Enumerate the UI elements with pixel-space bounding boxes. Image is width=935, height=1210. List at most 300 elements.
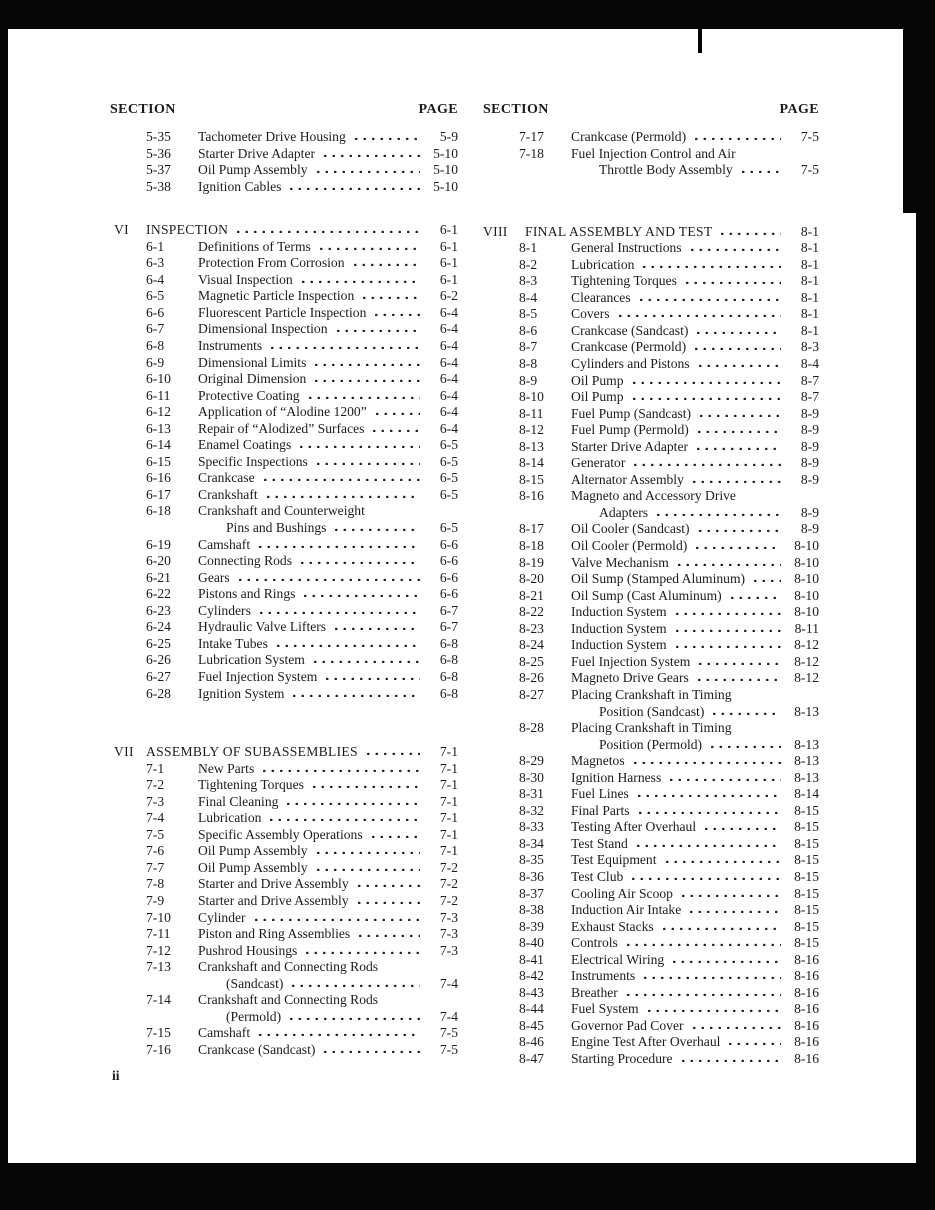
toc-entry-page: 6-4 — [439, 371, 458, 387]
scan-border-right-step — [903, 0, 935, 213]
toc-entry-page: 8-10 — [794, 571, 819, 587]
toc-entry-page: 6-5 — [439, 470, 458, 486]
toc-entry — [483, 146, 819, 163]
dot-leader — [282, 801, 420, 805]
toc-entry — [110, 603, 458, 620]
dot-leader — [629, 462, 781, 466]
toc-entry-number: 8-42 — [519, 968, 544, 984]
toc-entry-title: Final Cleaning — [198, 793, 279, 809]
toc-entry-page: 8-15 — [794, 935, 819, 951]
toc-entry-page: 8-16 — [794, 984, 819, 1000]
toc-entry — [483, 919, 819, 936]
toc-entry-title: General Instructions — [571, 240, 682, 256]
toc-entry-number: 5-36 — [146, 145, 171, 161]
toc-entry — [483, 356, 819, 373]
toc-entry-page: 8-11 — [794, 620, 819, 636]
toc-entry-number: 7-18 — [519, 145, 544, 161]
toc-entry-page: 6-6 — [439, 569, 458, 585]
dot-leader — [643, 1008, 781, 1012]
toc-entry-number: 6-16 — [146, 470, 171, 486]
toc-entry — [483, 555, 819, 572]
toc-entry-title: Definitions of Terms — [198, 238, 311, 254]
toc-entry-number: 8-24 — [519, 637, 544, 653]
toc-entry-number: 8-32 — [519, 802, 544, 818]
toc-entry — [110, 321, 458, 338]
toc-entry-number: 6-15 — [146, 453, 171, 469]
toc-entry-page: 7-1 — [439, 826, 458, 842]
toc-entry-number: 7-16 — [146, 1041, 171, 1057]
toc-entry-title: Final Parts — [571, 802, 630, 818]
toc-entry-number: 7-5 — [146, 826, 165, 842]
toc-entry-number: 7-1 — [146, 760, 165, 776]
toc-entry-page: 6-7 — [439, 602, 458, 618]
toc-entry — [110, 686, 458, 703]
toc-entry-number: 8-10 — [519, 389, 544, 405]
toc-entry-number: 7-12 — [146, 942, 171, 958]
toc-entry-number: 7-17 — [519, 129, 544, 144]
toc-entry-page: 8-15 — [794, 819, 819, 835]
toc-entry — [110, 943, 458, 960]
toc-entry-title: Lubrication System — [198, 652, 305, 668]
toc-entry-page: 8-9 — [800, 471, 819, 487]
toc-entry-title: Fuel Lines — [571, 786, 629, 802]
toc-entry — [483, 323, 819, 340]
toc-entry-number: 5-38 — [146, 178, 171, 194]
toc-entry-number: 8-47 — [519, 1050, 544, 1066]
toc-entry-number: 5-35 — [146, 129, 171, 144]
toc-entry — [110, 669, 458, 686]
dot-leader — [700, 826, 781, 830]
toc-entry-number: 7-6 — [146, 843, 165, 859]
dot-leader — [287, 983, 420, 987]
toc-entry-number: 8-23 — [519, 620, 544, 636]
toc-entry — [483, 786, 819, 803]
toc-entry-page: 7-3 — [439, 926, 458, 942]
toc-entry — [483, 952, 819, 969]
toc-entry-title: Oil Pump Assembly — [198, 859, 308, 875]
toc-entry — [110, 371, 458, 388]
toc-entry-title: Controls — [571, 935, 618, 951]
toc-entry-title: Governor Pad Cover — [571, 1017, 684, 1033]
toc-entry-title: Starter and Drive Assembly — [198, 892, 349, 908]
toc-entry-number: 8-38 — [519, 902, 544, 918]
toc-entry — [483, 836, 819, 853]
toc-entry-title: Starting Procedure — [571, 1050, 673, 1066]
toc-entry-page: 6-1 — [439, 271, 458, 287]
dot-leader — [319, 153, 420, 157]
toc-entry-title: Alternator Assembly — [571, 471, 684, 487]
toc-column — [483, 100, 819, 1068]
toc-entry-title: Breather — [571, 984, 618, 1000]
toc-entry — [483, 439, 819, 456]
toc-entry-title: Fuel Injection Control and Air — [571, 145, 736, 161]
page-number: ii — [112, 1068, 120, 1083]
toc-entry — [110, 876, 458, 893]
dot-leader — [673, 562, 781, 566]
toc-entry-title: Crankshaft and Counterweight — [198, 503, 365, 519]
toc-entry — [483, 129, 819, 146]
toc-entry-title: Starter Drive Adapter — [571, 438, 689, 454]
section-numeral: VII — [114, 744, 134, 760]
toc-entry-number: 6-18 — [146, 503, 171, 519]
toc-entry — [483, 240, 819, 257]
toc-entry-title: Crankshaft — [198, 486, 258, 502]
toc-entry — [483, 737, 819, 754]
toc-entry-number: 7-14 — [146, 992, 171, 1008]
toc-entry-number: 8-2 — [519, 256, 538, 272]
toc-entry-title: Crankcase (Permold) — [571, 339, 687, 355]
toc-entry-title: Protective Coating — [198, 387, 300, 403]
dot-leader — [671, 628, 781, 632]
toc-entry — [483, 290, 819, 307]
toc-entry — [483, 505, 819, 522]
toc-entry-title: Test Equipment — [571, 852, 657, 868]
toc-entry-page: 7-2 — [439, 876, 458, 892]
toc-entry-page: 6-1 — [439, 255, 458, 271]
toc-entry-page: 8-13 — [794, 769, 819, 785]
toc-entry-page: 8-7 — [800, 372, 819, 388]
toc-entry — [483, 571, 819, 588]
toc-entry-title: Oil Cooler (Sandcast) — [571, 521, 690, 537]
toc-entry — [110, 636, 458, 653]
toc-entry-title: Magnetos — [571, 753, 625, 769]
toc-entry-title: Clearances — [571, 289, 631, 305]
toc-entry — [110, 893, 458, 910]
toc-entry — [110, 305, 458, 322]
toc-entry-number: 6-3 — [146, 255, 165, 271]
dot-leader — [681, 280, 781, 284]
toc-entry-page: 8-15 — [794, 885, 819, 901]
toc-entry-title: (Sandcast) — [226, 975, 284, 991]
toc-entry — [110, 503, 458, 520]
toc-entry-page: 8-16 — [794, 1017, 819, 1033]
toc-entry-title: Throttle Body Assembly — [599, 162, 733, 178]
toc-entry-number: 6-14 — [146, 437, 171, 453]
toc-entry-title: Crankcase (Permold) — [571, 129, 687, 144]
toc-entry-title: Oil Pump Assembly — [198, 162, 308, 178]
scan-border-bottom — [0, 1163, 935, 1210]
toc-entry-number: 6-4 — [146, 271, 165, 287]
toc-entry — [483, 604, 819, 621]
toc-entry — [483, 819, 819, 836]
toc-entry — [110, 810, 458, 827]
toc-entry-page: 6-8 — [439, 668, 458, 684]
toc-entry-page: 6-4 — [439, 404, 458, 420]
toc-entry-number: 8-45 — [519, 1017, 544, 1033]
toc-entry-page: 8-9 — [800, 521, 819, 537]
toc-entry — [483, 162, 819, 179]
toc-entry-page: 8-14 — [794, 786, 819, 802]
toc-entry-page: 7-5 — [439, 1041, 458, 1057]
toc-entry — [483, 770, 819, 787]
toc-entry-number: 7-10 — [146, 909, 171, 925]
toc-entry-title: Specific Assembly Operations — [198, 826, 363, 842]
toc-entry-number: 6-24 — [146, 619, 171, 635]
dot-leader — [299, 593, 420, 597]
toc-entry-title: Oil Pump — [571, 372, 624, 388]
toc-entry-title: Cooling Air Scoop — [571, 885, 673, 901]
dot-leader — [691, 545, 781, 549]
dot-leader — [319, 1049, 420, 1053]
toc-entry-number: 8-14 — [519, 455, 544, 471]
toc-entry — [483, 637, 819, 654]
toc-entry-page: 7-4 — [439, 1008, 458, 1024]
toc-entry — [483, 753, 819, 770]
toc-entry-title: Instruments — [198, 338, 263, 354]
toc-entry — [483, 1018, 819, 1035]
toc-entry-number: 7-13 — [146, 959, 171, 975]
dot-leader — [234, 577, 420, 581]
dot-leader — [259, 477, 420, 481]
toc-entry-page: 6-8 — [439, 635, 458, 651]
dot-leader — [285, 1016, 420, 1020]
toc-entry-title: Hydraulic Valve Lifters — [198, 619, 327, 635]
toc-entry-number: 7-4 — [146, 810, 165, 826]
toc-entries-block — [110, 129, 458, 195]
toc-entry-number: 8-7 — [519, 339, 538, 355]
toc-entry — [110, 404, 458, 421]
toc-entry-number: 8-4 — [519, 289, 538, 305]
toc-entry-title: Magnetic Particle Inspection — [198, 288, 355, 304]
toc-entry-page: 7-1 — [439, 843, 458, 859]
toc-entry-page: 8-16 — [794, 1050, 819, 1066]
toc-entry-page: 6-4 — [439, 354, 458, 370]
section-numeral: VI — [114, 222, 129, 238]
dot-leader — [371, 411, 420, 415]
dot-leader — [353, 900, 420, 904]
toc-entry — [483, 1051, 819, 1068]
toc-entry — [483, 406, 819, 423]
toc-entry-page: 8-15 — [794, 918, 819, 934]
toc-entry-title: Crankshaft and Connecting Rods — [198, 992, 379, 1008]
toc-entry — [110, 146, 458, 163]
dot-leader — [288, 693, 420, 697]
toc-entry-page: 8-13 — [794, 703, 819, 719]
toc-entry-title: Cylinder — [198, 909, 246, 925]
toc-entry-page: 8-1 — [800, 240, 819, 256]
scan-border-top — [0, 0, 935, 29]
toc-entry-title: Instruments — [571, 968, 636, 984]
toc-entry — [110, 976, 458, 993]
toc-entries-block — [483, 129, 819, 179]
toc-entry — [110, 910, 458, 927]
toc-entry-number: 6-21 — [146, 569, 171, 585]
toc-entry — [110, 992, 458, 1009]
toc-entry-title: Starter and Drive Assembly — [198, 876, 349, 892]
toc-entry-number: 6-17 — [146, 486, 171, 502]
dot-leader — [367, 834, 420, 838]
toc-entry-number: 8-29 — [519, 753, 544, 769]
toc-entry — [483, 886, 819, 903]
toc-entry — [483, 1001, 819, 1018]
toc-entry-number: 7-7 — [146, 859, 165, 875]
toc-entry-page: 8-16 — [794, 1034, 819, 1050]
toc-entry — [110, 761, 458, 778]
toc-entry-page: 6-8 — [439, 685, 458, 701]
toc-section-vi — [110, 222, 458, 702]
toc-entry-number: 8-40 — [519, 935, 544, 951]
dot-leader — [632, 843, 781, 847]
toc-entry-page: 7-5 — [439, 1025, 458, 1041]
dot-leader — [658, 926, 781, 930]
toc-entry-page: 8-3 — [800, 339, 819, 355]
dot-leader — [627, 876, 781, 880]
toc-entry-number: 8-28 — [519, 720, 544, 736]
toc-entry-number: 5-37 — [146, 162, 171, 178]
dot-leader — [250, 917, 420, 921]
toc-entry-page: 6-5 — [439, 520, 458, 536]
dot-leader — [695, 413, 781, 417]
toc-entry-title: Covers — [571, 306, 610, 322]
toc-entry-title: Placing Crankshaft in Timing — [571, 686, 732, 702]
section-title: FINAL ASSEMBLY AND TEST — [525, 223, 713, 239]
toc-entry-page: 6-8 — [439, 652, 458, 668]
toc-entry — [110, 179, 458, 196]
column-header-page: PAGE — [418, 102, 458, 117]
toc-entry-number: 8-36 — [519, 868, 544, 884]
toc-entry — [483, 273, 819, 290]
toc-entry-number: 8-3 — [519, 273, 538, 289]
toc-entry — [110, 470, 458, 487]
toc-entry-title: Tachometer Drive Housing — [198, 129, 346, 144]
toc-entry-number: 8-12 — [519, 422, 544, 438]
dot-leader — [295, 444, 420, 448]
toc-entry-title: Electrical Wiring — [571, 951, 665, 967]
section-title: ASSEMBLY OF SUBASSEMBLIES — [146, 744, 358, 760]
toc-entry-title: Engine Test After Overhaul — [571, 1034, 721, 1050]
toc-entry-title: Exhaust Stacks — [571, 918, 654, 934]
toc-entry-number: 7-8 — [146, 876, 165, 892]
dot-leader — [635, 297, 781, 301]
toc-entry-number: 7-11 — [146, 926, 171, 942]
dot-leader — [716, 231, 781, 235]
toc-entry-number: 8-39 — [519, 918, 544, 934]
toc-entry-page: 7-1 — [439, 760, 458, 776]
toc-entry-page: 6-4 — [439, 304, 458, 320]
toc-column — [110, 100, 458, 1058]
toc-entry-number: 8-15 — [519, 471, 544, 487]
toc-entry — [110, 586, 458, 603]
dot-leader — [629, 760, 781, 764]
toc-entry — [483, 306, 819, 323]
toc-entry-title: Fuel Injection System — [571, 653, 691, 669]
toc-entry-title: Induction System — [571, 620, 667, 636]
toc-entry-number: 7-3 — [146, 793, 165, 809]
toc-entry-page: 8-10 — [794, 554, 819, 570]
toc-entry — [483, 687, 819, 704]
toc-entry-title: Application of “Alodine 1200” — [198, 404, 367, 420]
toc-entry-page: 8-10 — [794, 538, 819, 554]
toc-entry — [483, 455, 819, 472]
scan-border-tick — [698, 29, 702, 53]
toc-entry-title: New Parts — [198, 760, 255, 776]
toc-entry-number: 6-26 — [146, 652, 171, 668]
dot-leader — [668, 959, 781, 963]
dot-leader — [694, 363, 781, 367]
dot-leader — [312, 850, 420, 854]
toc-entry — [483, 902, 819, 919]
dot-leader — [693, 677, 781, 681]
toc-entry-page: 6-4 — [439, 321, 458, 337]
toc-entry-page: 8-16 — [794, 1001, 819, 1017]
toc-entry-title: Valve Mechanism — [571, 554, 669, 570]
toc-entry-page: 6-6 — [439, 553, 458, 569]
toc-entry-page: 5-10 — [433, 145, 458, 161]
toc-entry-number: 8-34 — [519, 835, 544, 851]
toc-entry-number: 8-5 — [519, 306, 538, 322]
toc-entry-page: 8-4 — [800, 356, 819, 372]
toc-entry-title: Oil Sump (Cast Aluminum) — [571, 587, 722, 603]
toc-entry — [110, 777, 458, 794]
toc-entry-title: Tightening Torques — [198, 777, 304, 793]
column-header-section: SECTION — [110, 102, 176, 117]
toc-entry-page: 8-16 — [794, 968, 819, 984]
dot-leader — [312, 867, 420, 871]
toc-entry-number: 6-22 — [146, 586, 171, 602]
toc-entry-page: 8-7 — [800, 389, 819, 405]
dot-leader — [368, 428, 420, 432]
toc-entry-page: 8-10 — [794, 604, 819, 620]
toc-entry — [110, 652, 458, 669]
toc-entry-title: Connecting Rods — [198, 553, 293, 569]
toc-entry-page: 8-1 — [800, 322, 819, 338]
dot-leader — [266, 345, 420, 349]
toc-entry-page: 6-7 — [439, 619, 458, 635]
toc-entry-number: 8-20 — [519, 571, 544, 587]
toc-entry-title: Ignition Cables — [198, 178, 282, 194]
toc-entry-title: Oil Pump Assembly — [198, 843, 308, 859]
toc-entry-page: 6-1 — [439, 238, 458, 254]
toc-entry-page: 6-6 — [439, 586, 458, 602]
toc-entry — [110, 520, 458, 537]
dot-leader — [312, 461, 420, 465]
dot-leader — [677, 893, 781, 897]
toc-entry — [483, 852, 819, 869]
toc-entry-number: 8-22 — [519, 604, 544, 620]
toc-entry — [110, 926, 458, 943]
dot-leader — [308, 784, 420, 788]
dot-leader — [692, 330, 781, 334]
toc-entry-title: Induction Air Intake — [571, 902, 682, 918]
toc-entry-page: 6-5 — [439, 437, 458, 453]
toc-entry-title: Oil Pump — [571, 389, 624, 405]
toc-entry-page: 7-2 — [439, 892, 458, 908]
toc-entry — [483, 621, 819, 638]
toc-entry-number: 8-33 — [519, 819, 544, 835]
toc-entry-title: Pins and Bushings — [226, 520, 327, 536]
toc-entry-page: 5-10 — [433, 162, 458, 178]
toc-entry-title: Visual Inspection — [198, 271, 293, 287]
dot-leader — [661, 859, 781, 863]
toc-entry-page: 8-15 — [794, 852, 819, 868]
dot-leader — [258, 768, 420, 772]
toc-entry — [483, 985, 819, 1002]
toc-entry-title: Ignition Harness — [571, 769, 662, 785]
toc-entry-number: 8-13 — [519, 438, 544, 454]
scan-border-left — [0, 0, 8, 1210]
dot-leader — [652, 512, 781, 516]
toc-entry-number: 6-8 — [146, 338, 165, 354]
toc-entry-number: 6-7 — [146, 321, 165, 337]
dot-leader — [724, 1041, 781, 1045]
dot-leader — [694, 661, 781, 665]
toc-entry-page: 8-10 — [794, 587, 819, 603]
dot-leader — [685, 909, 781, 913]
toc-entry-title: Cylinders and Pistons — [571, 356, 690, 372]
toc-entry-title: Crankcase — [198, 470, 255, 486]
dot-leader — [708, 711, 781, 715]
toc-entry-number: 8-46 — [519, 1034, 544, 1050]
